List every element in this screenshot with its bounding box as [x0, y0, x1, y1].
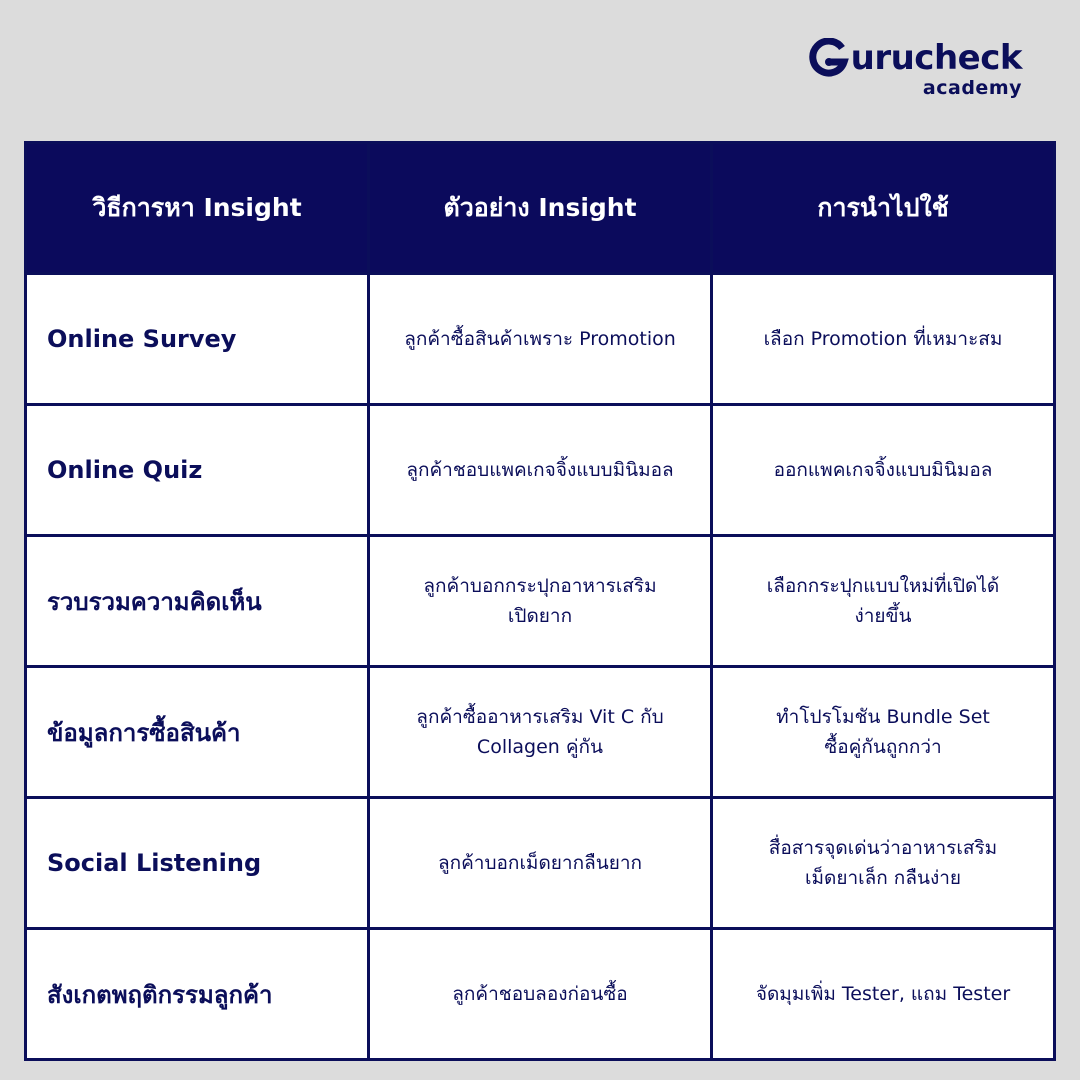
usage-cell [712, 405, 1055, 536]
example-line: เปิดยาก [507, 605, 573, 627]
logo-wordmark [809, 36, 1022, 80]
example-cell [369, 667, 712, 798]
usage-line: จัดมุมเพิ่ม Tester, แถม Tester [755, 983, 1011, 1005]
usage-cell [712, 798, 1055, 929]
table-header [26, 143, 1055, 274]
table-row [26, 274, 1055, 405]
example-cell [369, 405, 712, 536]
usage-line: ออกแพคเกจจิ้งแบบมินิมอล [773, 459, 993, 481]
example-line: ลูกค้าบอกกระปุกอาหารเสริม [423, 575, 657, 597]
usage-line: ง่ายขึ้น [854, 605, 912, 627]
example-line: ลูกค้าชอบแพคเกจจิ้งแบบมินิมอล [406, 459, 674, 481]
header-example: ตัวอย่าง Insight [369, 143, 712, 274]
logo-main-text: urucheck [850, 38, 1022, 78]
method-cell: Online Quiz [26, 405, 369, 536]
table-row [26, 798, 1055, 929]
method-cell: สังเกตพฤติกรรมลูกค้า [26, 929, 369, 1060]
method-cell: Social Listening [26, 798, 369, 929]
insight-table [24, 141, 1056, 1061]
example-line: ลูกค้าซื้อสินค้าเพราะ Promotion [404, 328, 676, 350]
logo-sub-text: academy [922, 77, 1022, 99]
usage-line: เลือกกระปุกแบบใหม่ที่เปิดได้ [766, 575, 1000, 597]
brand-logo [832, 36, 1022, 106]
example-cell [369, 929, 712, 1060]
example-cell [369, 536, 712, 667]
example-line: ลูกค้าบอกเม็ดยากลืนยาก [437, 852, 643, 874]
example-line: ลูกค้าซื้ออาหารเสริม Vit C กับ [416, 706, 664, 728]
table-row [26, 929, 1055, 1060]
table-row [26, 405, 1055, 536]
header-usage: การนำไปใช้ [712, 143, 1055, 274]
example-cell [369, 274, 712, 405]
usage-cell [712, 536, 1055, 667]
header-row [26, 143, 1055, 274]
method-cell: รวบรวมความคิดเห็น [26, 536, 369, 667]
table-row [26, 667, 1055, 798]
header-method: วิธีการหา Insight [26, 143, 369, 274]
example-line: Collagen คู่กัน [476, 736, 604, 758]
method-cell: Online Survey [26, 274, 369, 405]
usage-line: ซื้อคู่กันถูกกว่า [824, 736, 942, 758]
table-body [26, 274, 1055, 1060]
logo-g-mark-icon [809, 38, 849, 78]
usage-line: เม็ดยาเล็ก กลืนง่าย [804, 867, 962, 889]
usage-line: สื่อสารจุดเด่นว่าอาหารเสริม [768, 837, 998, 859]
method-cell: ข้อมูลการซื้อสินค้า [26, 667, 369, 798]
table-row [26, 536, 1055, 667]
usage-line: เลือก Promotion ที่เหมาะสม [763, 328, 1003, 350]
usage-cell [712, 274, 1055, 405]
example-cell [369, 798, 712, 929]
usage-cell [712, 929, 1055, 1060]
usage-cell [712, 667, 1055, 798]
usage-line: ทำโปรโมชัน Bundle Set [776, 706, 990, 728]
example-line: ลูกค้าชอบลองก่อนซื้อ [452, 983, 628, 1005]
